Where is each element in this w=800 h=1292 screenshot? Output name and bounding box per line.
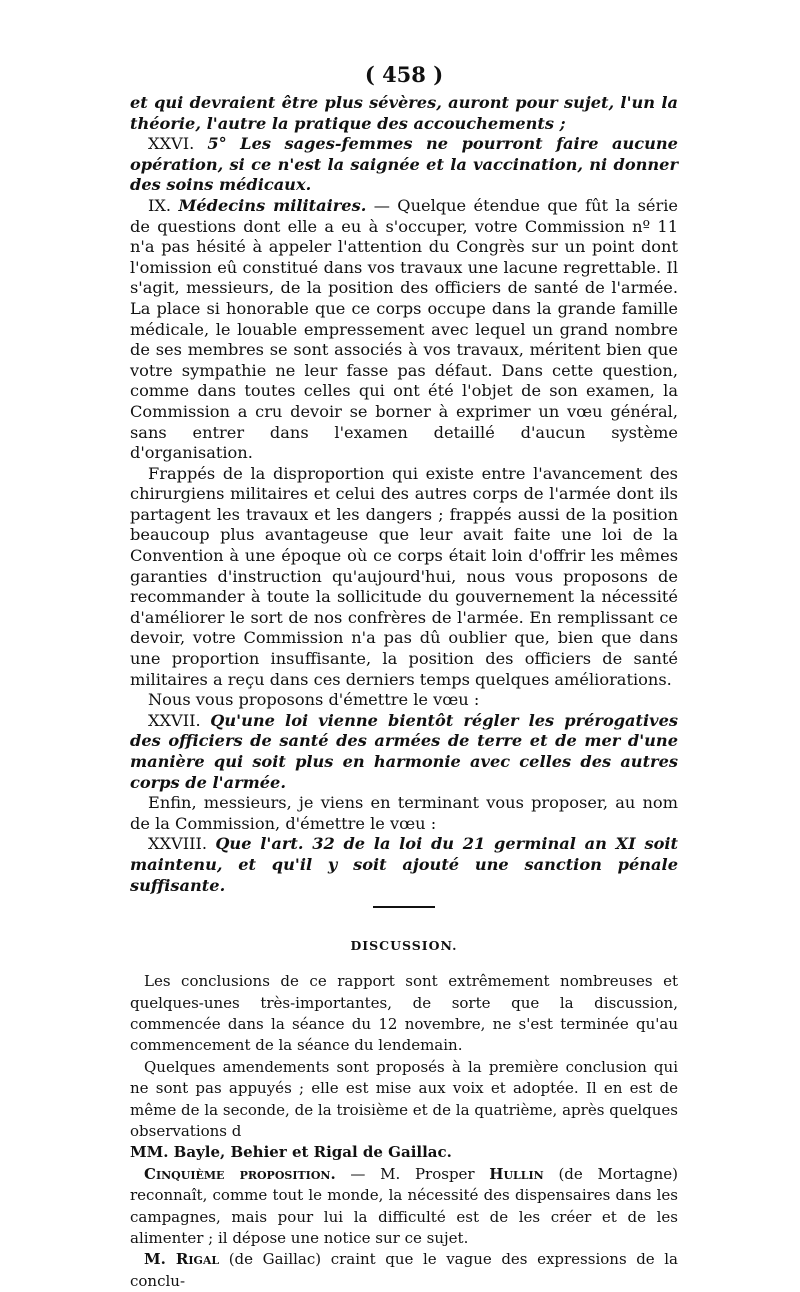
- section-9-text: — Quelque étendue que fût la série de questions dont elle a eu à s'occuper, votre Commission nº 11 n'a pas hésité à appeler l'attention du Congrès sur un point dont l'omission eû constitué dans vos travaux une lacune regrettable. Il s'agit, messieurs, de la position des officiers de santé de l'armée. La place si honorable que ce corps occupe dans la grande famille médicale, le louable empressement avec lequel un grand nombre de ses membres se sont associés à vos travaux, méritent bien que votre sympathie ne leur fasse pas défaut. Dans cette question, comme dans toutes celles qui ont été l'objet de son examen, la Commission a cru devoir se borner à exprimer un vœu général, sans entrer dans l'examen detaillé d'aucun système d'organisation.: [130, 195, 678, 463]
- item-28-text: Que l'art. 32 de la loi du 21 germinal an XI soit maintenu, et qu'il y soit ajouté une sanction pénale suffisante.: [130, 834, 678, 895]
- speaker-hullin: Hullin: [489, 1164, 544, 1183]
- item-27: [130, 711, 678, 793]
- proposition-dash: — M. Prosper: [335, 1164, 490, 1183]
- item-28-number: XXVIII.: [148, 834, 208, 854]
- paragraph-frappes: Frappés de la disproportion qui existe entre l'avancement des chirurgiens militaires et celui des autres corps de l'armée dont ils partagent les travaux et les dangers ; frappés aussi de la position beaucoup plus avantageuse que leur avait faite une loi de la Convention à une époque où ce corps était loin d'offrir les mêmes garanties d'instruction qu'aujourd'hui, nous vous proposons de recommander à toute la sollicitude du gouvernement la nécessité d'améliorer le sort de nos confrères de l'armée. En remplissant ce devoir, votre Commission n'a pas dû oublier que, bien que dans une proportion insuffisante, la position des officiers de santé militaires a reçu dans ces derniers temps quelques améliorations.: [130, 463, 678, 689]
- report-body: [130, 93, 678, 908]
- speaker-rigal: Rigal: [175, 1250, 220, 1269]
- page-number: ( 458 ): [364, 62, 444, 87]
- discussion-heading: DISCUSSION.: [350, 938, 458, 954]
- item-26: [130, 134, 678, 196]
- intro-line: et qui devraient être plus sévères, auront pour sujet, l'un la théorie, l'autre la pratique des accouchements ;: [130, 93, 678, 133]
- paragraph-enfin: Enfin, messieurs, je viens en terminant vous proposer, au nom de la Commission, d'émettre le vœu :: [130, 793, 678, 833]
- item-26-number: XXVI.: [148, 134, 195, 154]
- discussion-paragraph-1: Les conclusions de ce rapport sont extrêmement nombreuses et quelques-unes très-importantes, de sorte que la discussion, commencée dans la séance du 12 novembre, ne s'est terminée qu'au commencement de la séance du lendemain.: [130, 972, 678, 1055]
- document-page: [130, 62, 678, 1292]
- section-9-title: Médecins militaires.: [178, 195, 367, 215]
- discussion-paragraph-3: [130, 1164, 678, 1250]
- discussion-paragraph-2: [130, 1057, 678, 1164]
- paragraph-nous: Nous vous proposons d'émettre le vœu :: [148, 690, 480, 710]
- item-27-number: XXVII.: [148, 710, 201, 730]
- discussion-paragraph-2-names: MM. Bayle, Behier et Rigal de Gaillac.: [130, 1143, 452, 1162]
- discussion-paragraph-4-text: (de Gaillac) craint que le vague des expressions de la conclu-: [130, 1250, 678, 1290]
- proposition-label: Cinquième proposition.: [144, 1164, 336, 1183]
- item-28: [130, 834, 678, 896]
- section-9-number: IX.: [148, 195, 172, 215]
- item-27-text: Qu'une loi vienne bientôt régler les prérogatives des officiers de santé des armées de terre et de mer d'une manière qui soit plus en harmonie avec celles des autres corps de l'armée.: [130, 710, 678, 792]
- speaker-prefix: M.: [144, 1250, 176, 1269]
- discussion-paragraph-2-text: Quelques amendements sont proposés à la première conclusion qui ne sont pas appuyés ; elle est mise aux voix et adoptée. Il en est de même de la seconde, de la troisième et de la quatrième, après quelques observations d: [130, 1057, 678, 1140]
- discussion-paragraph-4: [130, 1249, 678, 1292]
- item-26-text: 5° Les sages-femmes ne pourront faire aucune opération, si ce n'est la saignée et la vaccination, ni donner des soins médicaux.: [130, 134, 678, 195]
- section-divider: [373, 906, 435, 908]
- discussion-paragraph-3-text: (de Mortagne) reconnaît, comme tout le monde, la nécessité des dispensaires dans les campagnes, mais pour lui la difficulté est de les créer et de les alimenter ; il dépose une notice sur ce sujet.: [130, 1164, 678, 1248]
- section-9: [130, 196, 678, 464]
- discussion-body: [130, 971, 678, 1292]
